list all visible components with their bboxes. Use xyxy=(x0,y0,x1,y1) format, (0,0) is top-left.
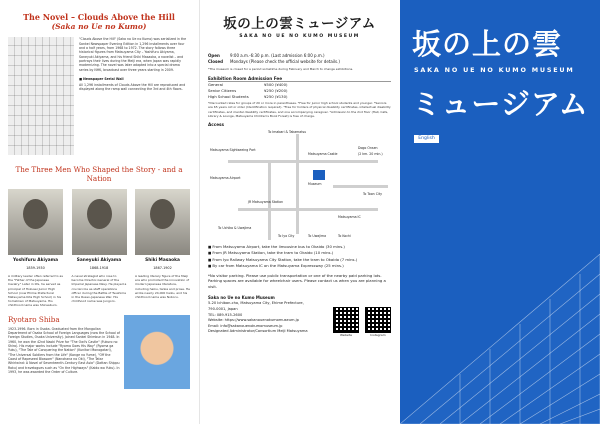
shiba-heading: Ryotaro Shiba xyxy=(8,314,60,324)
person-years: 1868-1918 xyxy=(89,266,109,271)
shiba-text-block xyxy=(8,315,120,389)
shiba-section xyxy=(8,315,190,389)
open-hours: 9:00 a.m.-6:30 p.m. (Last admission 6:00 p.m.) xyxy=(230,53,325,58)
qr-code-icon xyxy=(333,307,359,333)
qr-label: Instagram xyxy=(370,333,386,338)
map-label: To Toon City xyxy=(363,192,382,196)
access-routes xyxy=(208,244,391,270)
museum-map-label: Museum xyxy=(308,182,322,186)
portrait-shiki xyxy=(135,189,190,270)
fee-table xyxy=(208,82,391,99)
portrait-yoshifuru xyxy=(8,189,63,270)
access-map xyxy=(208,130,392,242)
three-men-heading: The Three Men Who Shaped the Story - and a Nation xyxy=(15,165,183,184)
cover-title-line2: ミュージアム xyxy=(412,87,589,121)
route-item: ■ From Matsuyama Airport, take the limousine bus to Okaido (30 mins.) xyxy=(208,244,391,250)
route-item: ■ From JR Matsuyama Station, take the tram to Okaido (10 mins.) xyxy=(208,250,391,256)
fee-price: ¥250 (¥200) xyxy=(264,87,288,93)
person-years: 1867-1902 xyxy=(153,266,172,271)
english-badge: English xyxy=(414,135,439,143)
novel-text: "Clouds Above the Hill" (Saka no Ue no Kumo) was serialized in the Sankei Newspaper Evening Edition in 1,296 installments over four and a half years, from 1968 to 1972. The story follows three historical figures from Matsuyama City – Yoshifuru Akiyama, Saneyuki Akiyama, and his friend Shiki Masaoka, a novelist – and portrays their lives during the Meiji era, when Japan was rapidly modernizing. The novel was later adapted into a special drama series by NHK, broadcast over three years starting in 2009. xyxy=(79,37,187,72)
left-panel xyxy=(0,0,198,424)
yoshifuru-photo xyxy=(8,189,63,255)
route-item: ■ By car from Matsuyama IC on the Matsuyama Expressway (25 mins.) xyxy=(208,263,391,269)
map-label: Matsuyama Sightseeing Port xyxy=(210,148,256,152)
building-graphic xyxy=(400,214,600,424)
contact-line: 790-0001, Japan xyxy=(208,306,238,311)
map-label: (2 km. 20 min.) xyxy=(358,152,383,156)
portrait-descriptions xyxy=(8,274,190,306)
museum-marker xyxy=(313,170,325,180)
museum-title-jp: 坂の上の雲ミュージアム xyxy=(223,16,376,32)
fee-row xyxy=(208,94,391,100)
portrait-saneyuki xyxy=(72,189,127,270)
map-road xyxy=(333,185,388,188)
map-road xyxy=(296,134,299,234)
map-label: Matsuyama Airport xyxy=(210,176,241,180)
person-name: Yoshifuru Akiyama xyxy=(12,258,59,264)
shiki-photo xyxy=(135,189,190,255)
saneyuki-photo xyxy=(72,189,127,255)
newspaper-wall-note: All 1,296 installments of Clouds Above the Hill are reproduced and displayed along the ramp wall connecting the 3rd and 4th floors. xyxy=(79,82,186,92)
map-label: To Imabari & Takamatsu xyxy=(268,130,307,134)
middle-panel xyxy=(199,0,399,424)
access-heading: Access xyxy=(208,122,225,127)
person-description: A leading literary figure of the Meiji era who promoted the innovation of modern Japanese literature, including haiku, tanka and prose. He wrote nearly 24,000 haiku, and his childhood name was Noboru. xyxy=(135,274,190,299)
qr-website[interactable] xyxy=(333,307,359,338)
fee-price: ¥500 (¥400) xyxy=(264,82,288,88)
newspaper-wall-caption: ■ Newspaper Serial Wall xyxy=(79,76,124,81)
cover-panel xyxy=(400,0,600,424)
map-road xyxy=(238,208,378,211)
closed-days: Mondays (Please check the official website for details.) xyxy=(230,59,340,64)
route-item: ■ From Iyo Railway Matsuyama City Station, take the tram to Okaido (7 mins.) xyxy=(208,257,391,263)
person-name: Saneyuki Akiyama xyxy=(76,258,122,264)
novel-description xyxy=(74,37,190,155)
qr-codes xyxy=(333,307,391,338)
map-road xyxy=(228,160,378,163)
fee-notes: *Discounted rates for groups of 20 or more in parentheses. *Free for junior high school students and younger. *Seniors are 65 years old or older (Identification required). *Free for holders of physical disability certificates, intellectual disability certificates, and mental disability certificates, and one accompanying caregiver. *Admission to the 2nd floor (Hall, Cafe, Library & Lounge, Matsuyama Children's Book Forest) is free of charge. xyxy=(208,101,391,118)
map-label: To Uchiko & Uwajima xyxy=(218,226,252,230)
parking-notice: *No visitor parking. Please use public transportation or one of the nearby paid parking lots. Parking spaces are available for wheelchair users. Please contact us when you are planning a visit. xyxy=(208,272,386,289)
cover-title-line1: 坂の上の雲 xyxy=(412,27,563,61)
map-label: To Kochi xyxy=(338,234,351,238)
person-description: A military leader often referred to as the "Father of the Japanese Cavalry." Later in life, he served as principal of Hokusei Junior High School (now Ehime Prefectural Matsuyama Kita High School) in his hometown of Matsuyama. His childhood name was Shinsaburo. xyxy=(8,274,63,307)
map-label: To Uwajima xyxy=(308,234,327,238)
museum-title-en: SAKA NO UE NO KUMO MUSEUM xyxy=(239,34,360,39)
novel-section xyxy=(8,37,190,155)
contact-heading: Saka no Ue no Kumo Museum xyxy=(208,295,275,301)
fee-price: ¥250 (¥130) xyxy=(264,93,288,99)
qr-code-icon xyxy=(365,307,391,333)
novel-heading xyxy=(8,12,190,31)
map-label: Matsuyama IC xyxy=(338,215,361,219)
qr-label: Website xyxy=(340,333,352,338)
fee-heading: Exhibition Room Admission Fee xyxy=(208,76,391,82)
closed-label: Closed xyxy=(208,59,224,64)
qr-instagram[interactable] xyxy=(365,307,391,338)
map-label: To Iyo City xyxy=(278,234,295,238)
contact-line: Email: info@sakanouenokumomuseum.jp xyxy=(208,323,283,328)
map-label: JR Matsuyama Station xyxy=(248,200,284,204)
shiba-portrait xyxy=(124,315,190,389)
contact-line: 5-20 Ichiban-cho, Matsuyama City, Ehime Prefecture, xyxy=(208,301,304,306)
shiba-bio: 1923-1996. Born in Osaka. Graduated from the Mongolian Department of Osaka School of Foreign Languages (now the School of Foreign Studies, Osaka University). Joined Sankei Shimbun in 1948. In 1960, he won the 42nd Naoki Prize for "The Owl's Castle" (Fukuro no Shiro). His major works include "Ryoma Goes His Way" (Ryoma ga Yuku), "The Tale of Conquering the Nation" (Kunitori Monogatari), "The Universal Soldiers from the Life" (Konge no Yume), "Off the Coast of Rapeseed Blossom" (Nanohana no Oki), "The Tatar Whirlwind: A Novel of Seventeenth-Century East Asia" (Dattan Shippu Roku) and travelogues such as "On the Highways" (Kaido wo Yuku). In 1993, he was awarded the Order of Culture. xyxy=(8,326,120,374)
contact-line: Designated Administrator/Consortium Meiji Matsuyama xyxy=(208,329,308,334)
contact-line: Website: https://www.sakanouenokumomuseum.jp xyxy=(208,318,299,323)
fee-category: High School Students xyxy=(208,93,249,99)
newspaper-wall-photo xyxy=(8,37,74,155)
fee-category: General xyxy=(208,82,223,88)
contact-block xyxy=(208,295,391,338)
map-label: Matsuyama Castle xyxy=(308,152,338,156)
fee-category: Senior Citizens xyxy=(208,87,237,93)
novel-subtitle: (Saka no Ue no Kumo) xyxy=(51,22,147,31)
person-description: A naval strategist who rose to become Director-General of the Imperial Japanese Navy. He played a crucial role as staff operations officer during the Battle of Tsushima in the Russo-Japanese War. His childhood name was Jungoro. xyxy=(71,274,127,303)
novel-title: The Novel – Clouds Above the Hill xyxy=(23,12,175,22)
closed-note: *The museum is closed for a period sometime during February and March to change exhibitions. xyxy=(208,67,354,71)
portraits-row xyxy=(8,189,190,270)
person-name: Shiki Masaoka xyxy=(145,258,180,264)
contact-line: TEL: 089-915-2600 xyxy=(208,312,243,317)
person-years: 1859-1930 xyxy=(26,266,45,271)
hours-info xyxy=(208,53,391,71)
cover-subtitle: SAKA NO UE NO KUMO MUSEUM xyxy=(414,66,575,74)
open-label: Open xyxy=(208,53,220,58)
map-label: Dogo Onsen xyxy=(358,146,378,150)
